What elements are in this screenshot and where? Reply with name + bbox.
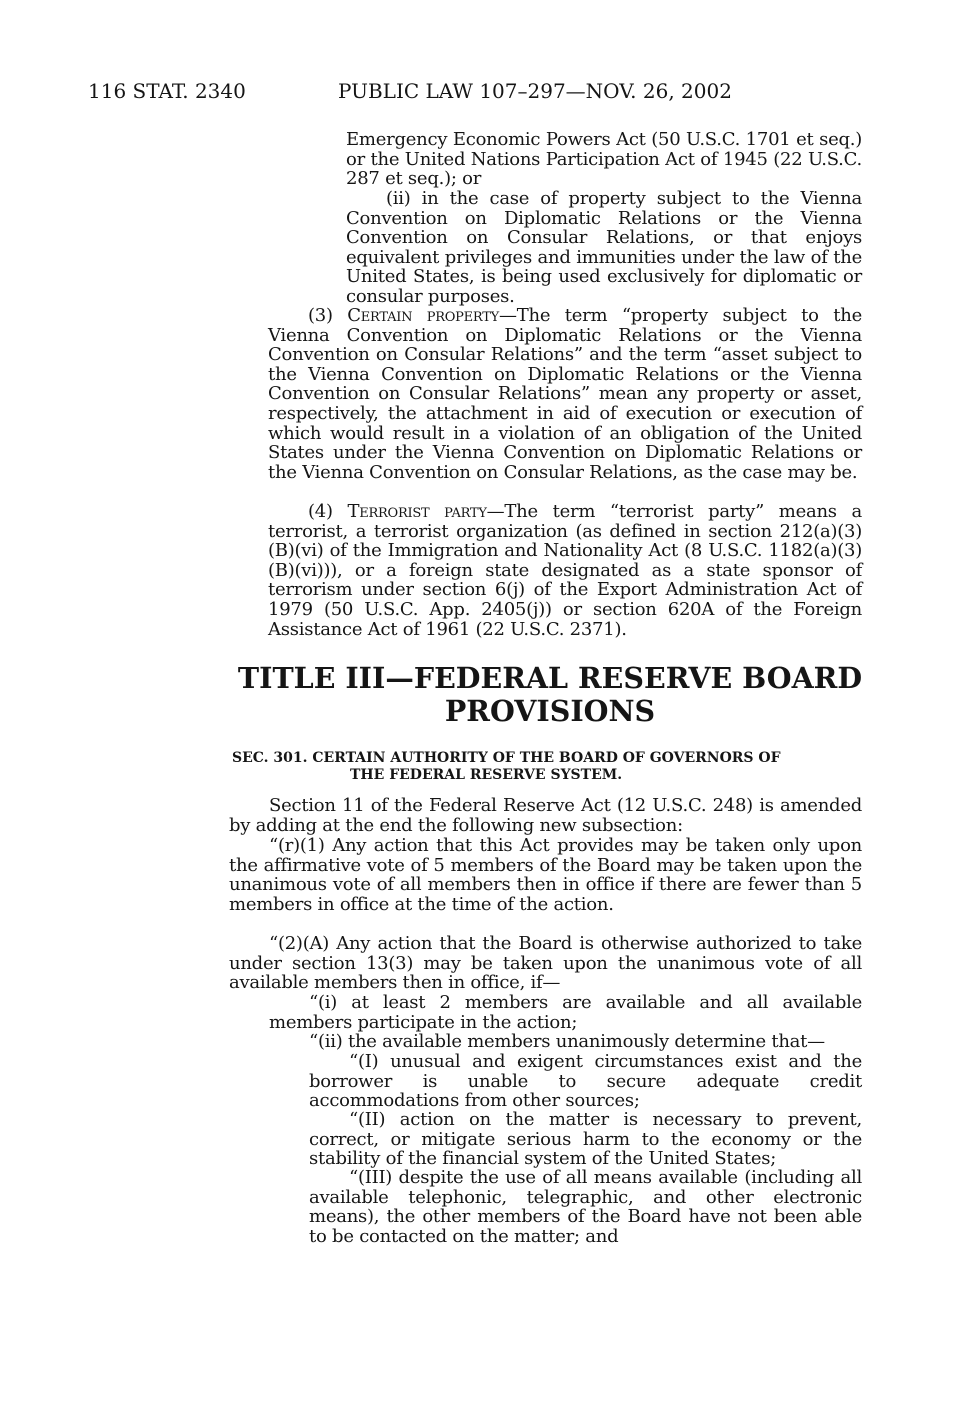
clause-i-paragraph: “(i) at least 2 members are available and all available members participate in the action; <box>269 992 862 1033</box>
subsection-r2a-paragraph: “(2)(A) Any action that the Board is otherwise authorized to take under section 13(3) may be taken upon the unanimous vote of all available members then in office, if— <box>229 933 862 994</box>
subsection-r1-paragraph: “(r)(1) Any action that this Act provides may be taken only upon the affirmative vote of 5 members of the Board may be taken upon the unanimous vote of all members then in office if there are fewer than 5 members in office at the time of the action. <box>229 835 862 915</box>
paragraph-3-certain-property <box>268 306 862 482</box>
title-heading <box>230 662 870 728</box>
paragraph-4-terrorist-party <box>268 502 862 639</box>
paragraph-4-heading: Terrorist party <box>347 501 487 522</box>
section-heading-line-1: SEC. 301. CERTAIN AUTHORITY OF THE BOARD OF GOVERNORS OF <box>232 750 781 766</box>
subclause-II-paragraph: “(II) action on the matter is necessary to prevent, correct, or mitigate serious harm to the economy or the stability of the financial system of the United States; <box>309 1109 862 1170</box>
section-heading-line-2: THE FEDERAL RESERVE SYSTEM. <box>350 767 623 783</box>
clause-ii-paragraph: (ii) in the case of property subject to the Vienna Convention on Diplomatic Relations or the Vienna Convention on Consular Relations, or that enjoys equivalent privileges and immunities under the law of the United States, is being used exclusively for diplomatic or consular purposes. <box>346 188 862 307</box>
paragraph-3-text: —The term “property subject to the Vienna Convention on Diplomatic Relations or the Vienna Convention on Consular Relations” and the term “asset subject to the Vienna Convention on Diplomatic Relations or the Vienna Convention on Consular Relations” mean any property or asset, respectively, the attachment in aid of execution or execution of which would result in a violation of an obligation of the United States under the Vienna Convention on Diplomatic Relations or the Vienna Convention on Consular Relations, as the case may be. <box>268 305 862 483</box>
subclause-I-paragraph: “(I) unusual and exigent circumstances exist and the borrower is unable to secure adequate credit accommodations from other sources; <box>309 1051 862 1112</box>
clause-ii-available-members: “(ii) the available members unanimously determine that— <box>309 1031 825 1052</box>
paragraph-3-number: (3) <box>308 305 333 326</box>
section-heading <box>232 750 864 784</box>
continued-paragraph: Emergency Economic Powers Act (50 U.S.C. 1701 et seq.) or the United Nations Participation Act of 1945 (22 U.S.C. 287 et seq.); or <box>346 129 862 190</box>
paragraph-4-text: —The term “terrorist party” means a terrorist, a terrorist organization (as defined in section 212(a)(3)(B)(vi) of the Immigration and Nationality Act (8 U.S.C. 1182(a)(3)(B)(vi))), or a foreign state designated as a state sponsor of terrorism under section 6(j) of the Export Administration Act of 1979 (50 U.S.C. App. 2405(j)) or section 620A of the Foreign Assistance Act of 1961 (22 U.S.C. 2371). <box>268 501 862 640</box>
page-stat-number: 116 STAT. 2340 <box>88 79 246 103</box>
paragraph-3-heading: Certain property <box>347 305 499 326</box>
section-intro-paragraph: Section 11 of the Federal Reserve Act (12 U.S.C. 248) is amended by adding at the end the following new subsection: <box>229 795 862 836</box>
title-line-1: TITLE III—FEDERAL RESERVE BOARD <box>237 661 863 695</box>
subclause-III-paragraph: “(III) despite the use of all means available (including all available telephonic, telegraphic, and other electronic means), the other members of the Board have not been able to be contacted on the matter; and <box>309 1167 862 1247</box>
running-header-law: PUBLIC LAW 107–297—NOV. 26, 2002 <box>338 79 732 103</box>
title-line-2: PROVISIONS <box>444 694 656 728</box>
paragraph-4-number: (4) <box>308 501 333 522</box>
